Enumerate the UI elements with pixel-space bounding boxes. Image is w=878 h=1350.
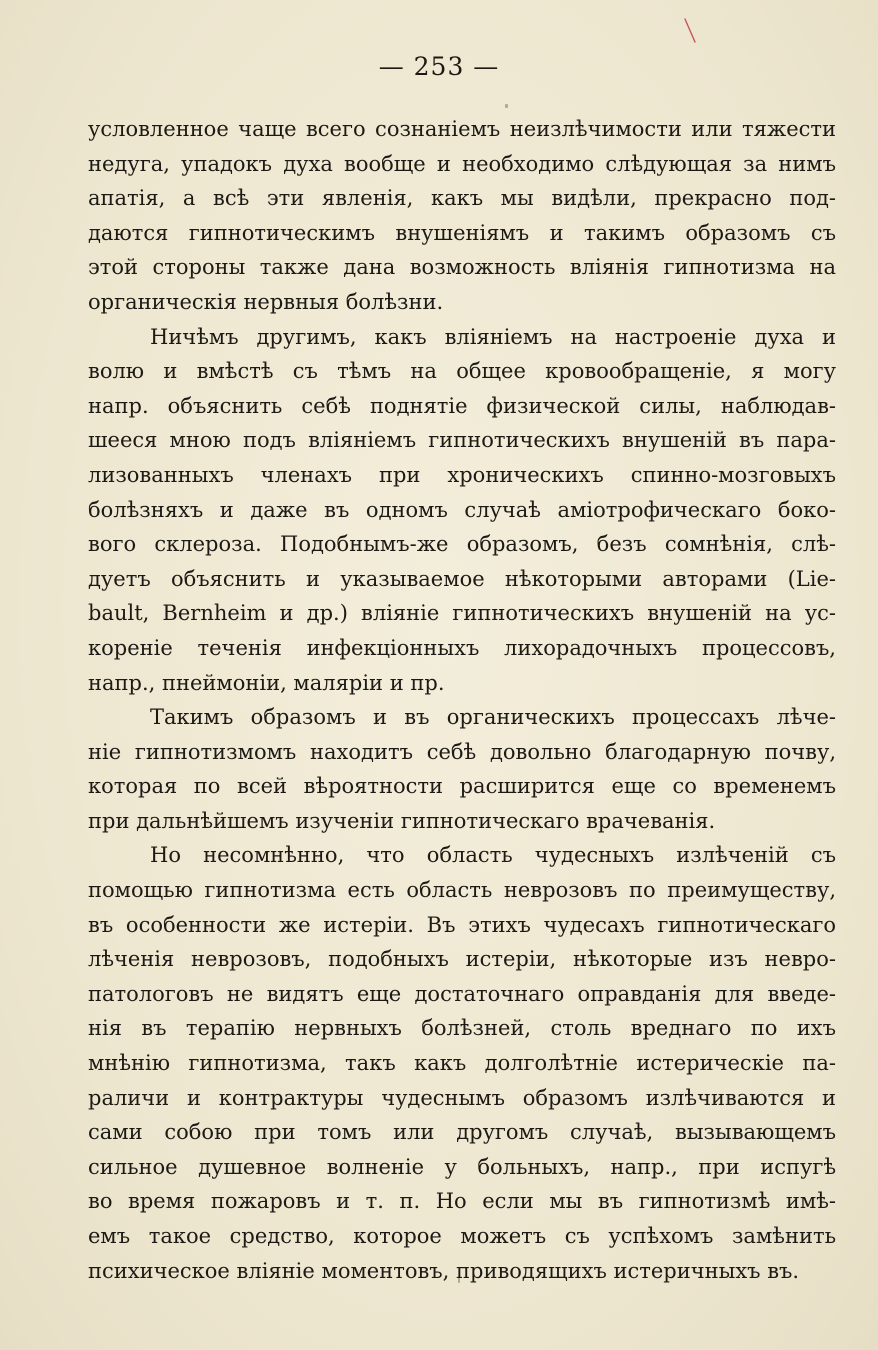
text-line: апатія, а всѣ эти явленія, какъ мы видѣли, прекрасно под- (88, 186, 836, 211)
text-line: мнѣнію гипнотизма, такъ какъ долголѣтніе истерическіе па- (88, 1051, 836, 1076)
text-line: сами собою при томъ или другомъ случаѣ, вызывающемъ (88, 1120, 836, 1145)
text-line: патологовъ не видятъ еще достаточнаго оправданія для введе- (88, 981, 836, 1006)
paper-speck (505, 104, 508, 108)
text-line: болѣзняхъ и даже въ одномъ случаѣ аміотрофическаго боко- (88, 497, 836, 522)
text-line: ніе гипнотизмомъ находитъ себѣ довольно благодарную почву, (88, 739, 836, 764)
text-line: помощью гипнотизма есть область неврозовъ по преимуществу, (88, 878, 836, 903)
text-line: Но несомнѣнно, что область чудесныхъ излѣченій съ (150, 843, 836, 868)
paragraph (88, 320, 836, 701)
text-line: психическое вліяніе моментовъ, приводящихъ истеричныхъ въ. (88, 1258, 800, 1283)
text-line: недуга, упадокъ духа вообще и необходимо слѣдующая за нимъ (88, 151, 836, 176)
text-line: нія въ терапію нервныхъ болѣзней, столь вреднаго по ихъ (88, 1016, 836, 1041)
text-line: емъ такое средство, которое можетъ съ успѣхомъ замѣнить (88, 1224, 836, 1248)
text-line: во время пожаровъ и т. п. Но если мы въ гипнотизмѣ имѣ- (88, 1189, 836, 1214)
text-line: Такимъ образомъ и въ органическихъ процессахъ лѣче- (150, 705, 836, 730)
text-line: дуетъ объяснить и указываемое нѣкоторыми авторами (Lie- (88, 566, 836, 591)
page-number: — 253 — (378, 52, 500, 81)
text-line: сильное душевное волненіе у больныхъ, напр., при испугѣ (88, 1154, 836, 1179)
text-line: кореніе теченія инфекціонныхъ лихорадочныхъ процессовъ, (88, 635, 836, 660)
paragraph (88, 838, 836, 1288)
text-line: этой стороны также дана возможность вліянія гипнотизма на (88, 255, 836, 280)
text-line: лѣченія неврозовъ, подобныхъ истеріи, нѣкоторые изъ невро- (88, 947, 836, 972)
paragraph (88, 112, 836, 320)
text-line: раличи и контрактуры чудеснымъ образомъ излѣчиваются и (88, 1085, 836, 1110)
text-line: которая по всей вѣроятности расширится еще со временемъ (88, 774, 836, 799)
text-line: лизованныхъ членахъ при хроническихъ спинно-мозговыхъ (88, 462, 836, 487)
text-line: напр. объяснить себѣ поднятіе физической силы, наблюдав- (88, 393, 836, 418)
text-line: шееся мною подъ вліяніемъ гипнотическихъ внушеній въ пара- (88, 428, 836, 453)
paragraph (88, 700, 836, 838)
text-line: напр., пнеймоніи, маляріи и пр. (88, 670, 445, 695)
text-line: въ особенности же истеріи. Въ этихъ чудесахъ гипнотическаго (88, 912, 836, 937)
text-line: Ничѣмъ другимъ, какъ вліяніемъ на настроеніе духа и (150, 324, 836, 349)
body-text (88, 112, 836, 1288)
text-line: даются гипнотическимъ внушеніямъ и такимъ образомъ съ (88, 220, 836, 245)
text-line: органическія нервныя болѣзни. (88, 289, 444, 314)
text-line: вого склероза. Подобнымъ-же образомъ, безъ сомнѣнія, слѣ- (88, 532, 836, 557)
pen-stroke-mark (683, 18, 697, 44)
text-line: при дальнѣйшемъ изученіи гипнотическаго врачеванія. (88, 808, 716, 833)
text-line: условленное чаще всего сознаніемъ неизлѣчимости или тяжести (88, 117, 836, 141)
text-line: волю и вмѣстѣ съ тѣмъ на общее кровообращеніе, я могу (88, 359, 836, 384)
text-line: bault, Bernheim и др.) вліяніе гипнотическихъ внушеній на ус- (88, 601, 836, 626)
